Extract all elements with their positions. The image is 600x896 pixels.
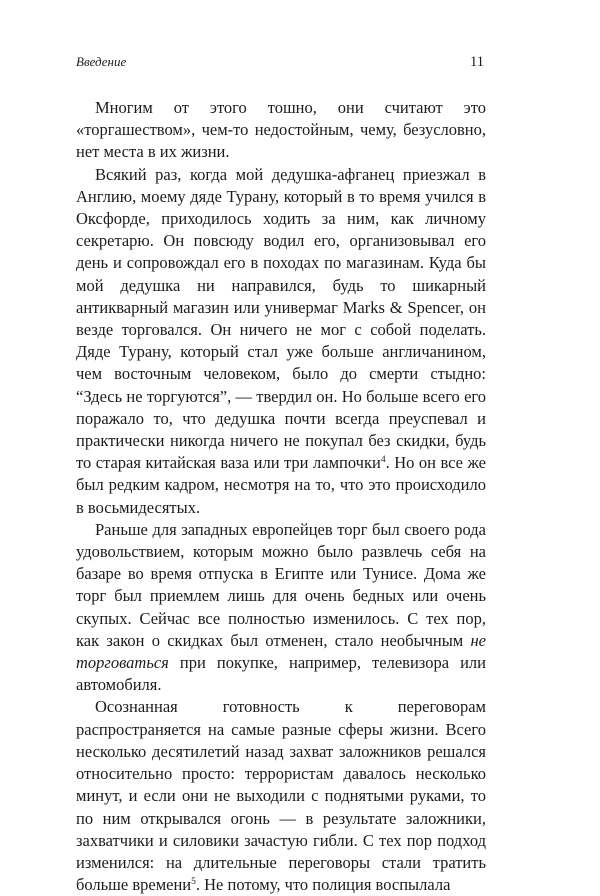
footnote-ref-4[interactable]: 4 (380, 455, 386, 466)
paragraph-3 (76, 519, 486, 697)
body-text (76, 97, 486, 896)
running-head: Введение (76, 54, 127, 69)
emphasis-text: не торговаться (76, 630, 486, 673)
paragraph-2-end: . Но он все же был редким кадром, несмотря на то, что это происходило в восьмидесятых. (76, 453, 486, 517)
paragraph-3-start: Раньше для западных европейцев торг был своего рода удовольствием, которым можно было развлечь себя на базаре во время отпуска в Египте или Тунисе. Дома же торг был приемлем лишь для очень бедных или очень скупых. Сейчас все полностью изменилось. С тех пор, как закон о скидках был отменен, стало необычным (76, 519, 486, 650)
paragraph-4-text: Осознанная готовность к переговорам распространяется на самые разные сферы жизни. Всего несколько десятилетий назад захват заложников решался относительно просто: террористам давалось несколько минут, и если они не выходили с поднятыми руками, то по ним открывался огонь — в результате заложники, захватчики и силовики зачастую гибли. С тех пор подход изменился: на длительные переговоры стали тратить больше времени (76, 697, 486, 895)
page-number: 11 (470, 54, 484, 70)
paragraph-2-text: Всякий раз, когда мой дедушка-афганец приезжал в Англию, моему дяде Турану, который в то время учился в Оксфорде, приходилось ходить за ним, как личному секретарю. Он повсюду водил его, организовывал его день и сопровождал его в походах по магазинам. Куда бы мой дедушка ни направился, будь то шикарный антикварный магазин или универмаг Marks & Spencer, он везде торговался. Он ничего не мог с собой поделать. Дяде Турану, который стал уже больше англичанином, чем восточным человеком, было до смерти стыдно: “Здесь не торгуются”, — твердил он. Но больше всего его поражало то, что дедушка почти всегда преуспевал и практически никогда ничего не покупал без скидки, будь то старая китайская ваза или три лампочки (76, 164, 486, 473)
paragraph-1: Многим от этого тошно, они считают это «торгашеством», чем-то недостойным, чему, безусловно, нет места в их жизни. (76, 98, 486, 162)
paragraph-2 (76, 164, 486, 519)
page-header (76, 54, 484, 74)
footnote-ref-5[interactable]: 5 (191, 877, 196, 888)
paragraph-3-end: при покупке, например, телевизора или автомобиля. (76, 653, 486, 695)
paragraph-4-end: . Не потому, что полиция воспылала (195, 875, 451, 895)
paragraph-4 (76, 696, 486, 896)
